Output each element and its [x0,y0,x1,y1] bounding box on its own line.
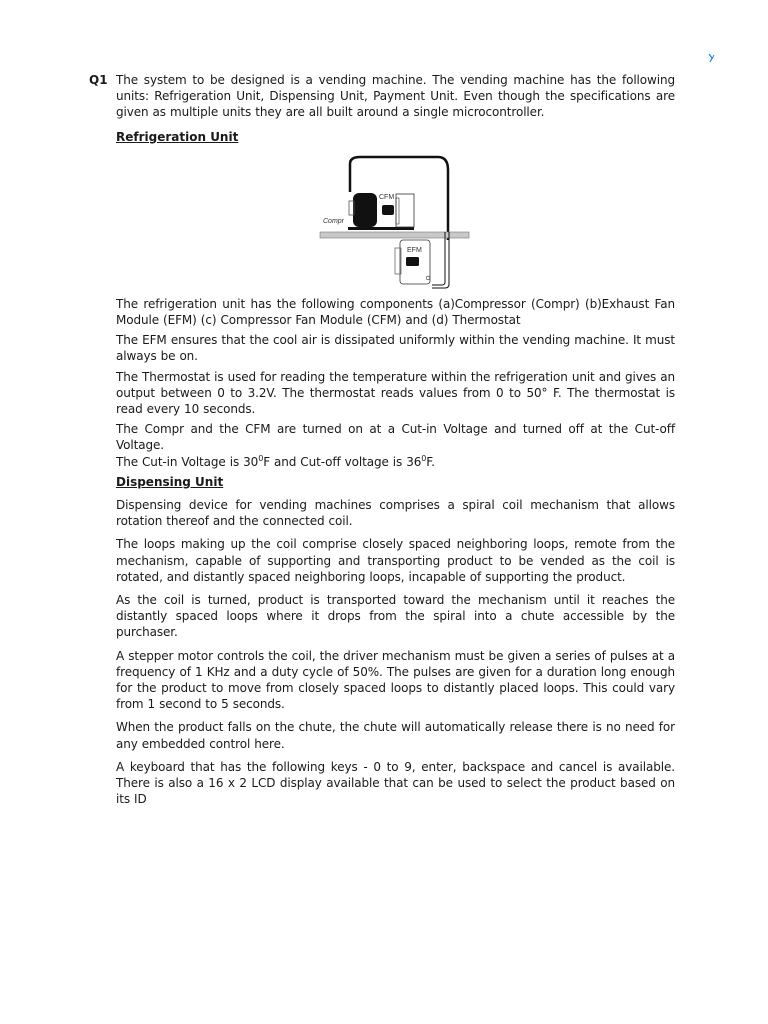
dispensing-paragraph-3: As the coil is turned, product is transported toward the mechanism until it reaches the distantly spaced loops where it drops from the spiral into a chute accessible by the purchaser. [116,593,675,640]
cut-in-text-c: F. [426,454,435,469]
dispensing-paragraph-1: Dispensing device for vending machines comprises a spiral coil mechanism that allows rotation thereof and the connected coil. [116,498,675,529]
intro-paragraph: The system to be designed is a vending machine. The vending machine has the following units: Refrigeration Unit, Dispensing Unit, Payment Unit. Even though the specifications are given as multiple units they are all built around a single microcontroller. [116,73,675,120]
corner-mark-icon [706,52,718,64]
cut-in-text-b: F and Cut-off voltage is 36 [263,454,422,469]
thermostat-paragraph: The Thermostat is used for reading the temperature within the refrigeration unit and gives an output between 0 to 3.2V. The thermostat reads values from 0 to 50° F. The thermostat is read every 10 seconds. [116,369,675,417]
dispensing-paragraph-6: A keyboard that has the following keys - 0 to 9, enter, backspace and cancel is available. There is also a 16 x 2 LCD display available that can be used to select the product based on its ID [116,759,675,807]
compr-label: Compr [323,218,345,225]
degree-superscript-1: 0 [258,453,264,463]
dispensing-paragraph-4: A stepper motor controls the coil, the driver mechanism must be given a series of pulses at a frequency of 1 KHz and a duty cycle of 50%. The pulses are given for a duration long enough for the product to move from closely spaced loops to distantly placed loops. This could vary from 1 second to 5 seconds. [116,648,675,712]
dispensing-heading: Dispensing Unit [116,474,224,489]
compressor-body [353,193,377,227]
refrigeration-components-paragraph: The refrigeration unit has the following components (a)Compressor (Compr) (b)Exhaust Fan Module (EFM) (c) Compressor Fan Module (CFM) and (d) Thermostat [116,296,675,328]
degree-superscript-2: 0 [421,453,427,463]
dispensing-paragraph-2: The loops making up the coil comprise closely spaced neighboring loops, remote from the mechanism, capable of supporting and transporting product to be vended as the coil is rotated, and distantly spaced neighboring loops, incapable of supporting the product. [116,537,675,584]
cut-in-text-a: The Cut-in Voltage is 30 [116,454,259,469]
refrigeration-diagram [318,150,472,290]
efm-label: EFM [407,247,422,254]
shelf [320,232,469,238]
cut-in-paragraph [116,421,675,470]
cfm-label: CFM [379,194,395,201]
cut-in-line-1: The Compr and the CFM are turned on at a Cut-in Voltage and turned off at the Cut-off Voltage. [116,422,675,453]
dispensing-paragraph-5: When the product falls on the chute, the chute will automatically release there is no need for any embedded control here. [116,720,675,751]
question-number: Q1 [89,73,108,87]
cfm-module [382,205,394,215]
compressor-base [348,227,414,230]
refrigeration-heading: Refrigeration Unit [116,129,239,144]
efm-paragraph: The EFM ensures that the cool air is dissipated uniformly within the vending machine. It must always be on. [116,333,675,364]
